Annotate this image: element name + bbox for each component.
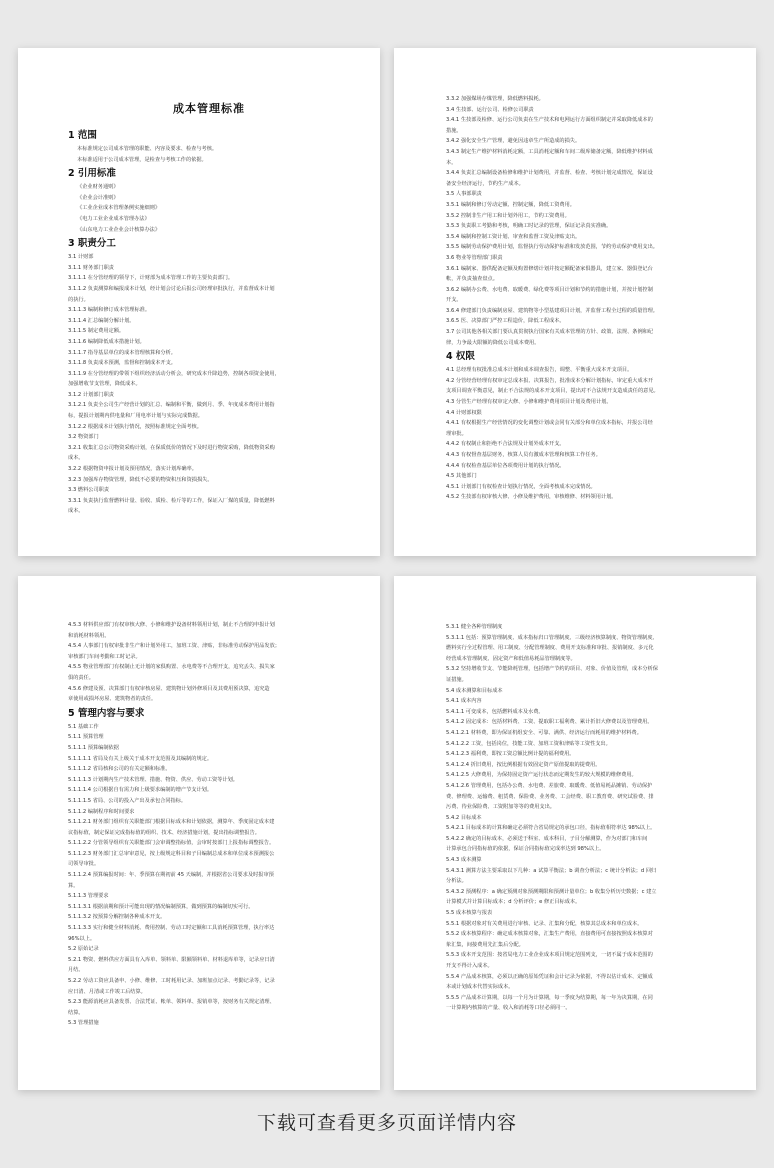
text-line: 5.1.1.3.1 根据前期和预计可能出现的情况编制预算，做到预算的编制切实可行。 (68, 903, 254, 910)
text-line: 一计算期内核算的产量、收入和消耗等口径必须同一。 (446, 1005, 571, 1012)
text-line: 3.3 燃料公司职责 (68, 487, 110, 494)
text-line: 5.2 原始记录 (68, 946, 99, 953)
text-line: 5.4.2.2 确定的目标成本，必须送于科室、成本科目，子目分解测算，作为对部门和车间 (446, 835, 648, 842)
text-line: 3.5.2 控制非生产用工和计划外用工，节约工资费用。 (446, 212, 570, 219)
text-line: 的执行。 (68, 296, 89, 303)
text-line: 3.1.1 财务部门职责 (68, 264, 114, 271)
text-line: 4.4 计财部权限 (446, 409, 482, 416)
text-line: 3.5.3 负责职工考勤和考核，明确工时记录的管理，保证记录真实准确。 (446, 223, 612, 230)
text-line: 3.3.1 负责执行监督燃料计量、验收、质检、检斤等的工作，保证入厂煤的质量，降低燃料 (68, 497, 275, 504)
text-line: 5.4.1.2.3 福利费，即按工资总额比例计提的福利费用。 (446, 751, 575, 758)
text-line: 3.4.3 制定生产维护材料消耗定额，工具消耗定额和车间二级库储备定额，降低维护材料成 (446, 148, 653, 155)
text-line: 3.1.1.7 指导基层单位的成本管理核算和分析。 (68, 349, 176, 356)
text-line: 5.4.3.2 预测程序：a 确定预测对象预测期限和预测计量单位；b 收集分析历史数据；c 建立 (446, 888, 657, 895)
text-line: 4.2 分管经营经理有权审定总成本报、决算报告，批准成本分解计划指标，审定重大成本开 (446, 377, 654, 384)
text-line: 本。 (446, 159, 457, 166)
text-line: 5.5.3 成本开支范围：按省局电力工业企业成本项目规定范围列支，一切不属于成本范围的 (446, 952, 653, 959)
text-line: 司领导审批。 (68, 861, 100, 868)
text-line: 和消耗材料领用。 (68, 632, 110, 639)
text-line: 5.5 成本核算与报表 (446, 910, 493, 917)
text-line: 5.3.2 坚持增收节支、节能降耗管理，包括增产节约的项目、对象、价值及管理，成本分析保 (446, 666, 658, 673)
text-line: 《山东电力工业企业会计核算办法》 (77, 226, 161, 233)
text-line: 5.1.1.2.1 财务部门组织有关职能部门根据目标成本和计划依据，测算年、季度固定成本建 (68, 819, 275, 826)
text-line: 5.4.1.2.1 材料费，即为保证机组安全、可靠、满供、经济运行而耗用的维护材料费。 (446, 729, 642, 736)
document-page-1 (18, 48, 380, 556)
text-line: 3.6.4 修建部门负责编制房屋、建筑物等小型基建项目计划，并监督工程全过程的质量管理。 (446, 307, 658, 314)
text-line: 5.4.2.1 目标成本的计算和确定必须符合省局规定的承包口径，指标值相符率达 98%以上。 (446, 825, 656, 832)
text-line: 4.4.3 有权督查基层财务，核算人员有激成本管理和核算工作任务。 (446, 452, 601, 458)
text-line: 3.1.2 计划部门职责 (68, 391, 114, 398)
text-line: 本标准适用于公司成本管理，是检查与考核工作的依据。 (77, 156, 207, 163)
text-line: 支项目调查平衡意见，制止不合法规的成本开支项目，提出对不合法规开支造成责任的意见。 (446, 388, 659, 395)
page-2-content (446, 94, 730, 503)
text-line: 3.4.2 强化安全生产管理，避免因违章生产所造成的损失。 (446, 138, 581, 145)
text-line: 《工业企业成本管理条例实施细则》 (77, 205, 161, 212)
text-line: 3.3.2 加强煤场存煤管理，降低燃料损耗。 (446, 96, 544, 102)
text-line: 5.1.1.3.2 按预算分解控制各种成本开支。 (68, 914, 166, 921)
text-line: 5.1.1.2.4 预算编报时间：年、季预算在期初前 45 天编制，并根据省公司要求及时报审预 (68, 872, 274, 879)
text-line: 加强增收节支管理，降低成本。 (68, 381, 141, 388)
text-line: 结算。 (68, 1009, 84, 1016)
text-line: 3.5.5 编制劳动保护费用计划，监督执行劳动保护标准和发放范围，节约劳动保护费用支出。 (446, 244, 658, 251)
text-line: 3.1.1.6 编制降低成本措施计划。 (68, 338, 145, 345)
text-line: 5.3.1.1 包括：预算管理制度、成本指标归口管理制度、三级经济核算制度、物资管理制度、 (446, 634, 658, 641)
text-line: 5.1.1.2 编制程序和时间要求 (68, 808, 135, 815)
text-line: 4.5 其他部门 (446, 473, 477, 480)
text-line: 96%以上。 (68, 935, 96, 942)
text-line: 《电力工业企业成本管理办法》 (77, 215, 150, 222)
text-line: 4.5.1 计划部门有权检查计划执行情况，全面考核成本完成情况。 (446, 483, 596, 490)
text-line: 3.5.1 编制和修订劳动定额、控制定额，降低工资费用。 (446, 201, 575, 208)
text-line: 3.2 物资部门 (68, 434, 99, 441)
text-line: 《企业财务通则》 (77, 184, 119, 191)
text-line: 算。 (68, 882, 79, 889)
text-line: 开支不得计入成本。 (446, 963, 493, 969)
text-line: 3.1.1.9 在分管经理的带领下组织经济活动分析会，研究成本升降趋势，控制各项资金使用， (68, 370, 280, 377)
text-line: 污费、待业保险费、工资附加等等的费用支出。 (446, 804, 555, 811)
text-line: 5.5.4 产品成本核算，必须以正确的原始凭证和会计记录为依据，不得以估计成本、定额成 (446, 973, 653, 980)
text-line: 本标准规定公司成本管理的职能、内容及要求、检查与考核。 (77, 146, 218, 152)
text-line: 5.4.1 成本内容 (446, 698, 482, 705)
text-line: 5.1.1.1.5 省局、公司的投入产出及承包合同指标。 (68, 797, 187, 804)
text-line: 4.4.1 有权根据生产经营情况的变化调整计划或会同有关部分和单位成本指标，并报公司经 (446, 420, 653, 427)
text-line: 4.4.2 有权制止和拒绝不合法规及计划外成本开支。 (446, 441, 565, 448)
text-line: 5.4 成本测算和目标成本 (446, 687, 503, 694)
text-line: 计算承包合同指标值的依据，保证合同指标值完成率达到 98%以上。 (446, 846, 605, 853)
text-line: 5.2.3 能源消耗应具备发票、合法凭证、帐单、领料单、报销单等，按财务有关规定清理、 (68, 999, 275, 1006)
text-line: 章使用或损坏房屋、建筑物者的责任。 (68, 696, 157, 703)
text-line: 开支。 (446, 297, 462, 304)
text-line: 5.5.1 根据对象对有关费用进行审核、记录、汇集和分配，核算其总成本和单位成本。 (446, 920, 643, 927)
section-heading: 1 范围 (68, 130, 97, 141)
text-line: 3.1.1.4 汇总编制分解计划。 (68, 317, 135, 324)
text-line: 5.4.1.2.2 工资，包括岗位，技能工资、加班工资和津贴等工资性支出。 (446, 740, 611, 747)
text-line: 5.1.1.1 预算编制依据 (68, 744, 119, 751)
text-line: 3.5 人事部职责 (446, 191, 482, 198)
text-line: 成本。 (68, 508, 84, 515)
text-line: 5.1.1.1.3 计划期内生产技术管理、措施、物资、供应、劳动工资等计划。 (68, 776, 238, 783)
text-line: 3.1.1.3 编制和修订成本管理标准。 (68, 307, 151, 314)
text-line: 5.4.3.1 测算方法主要采取以下几种：a 试算平衡法；b 调查分析法；c 统计分析法；d 回归 (446, 867, 657, 874)
text-line: 费、修理费、运输费、租赁费、保险费、业务费、工会经费、职工教育费、研究试验费、排 (446, 793, 654, 800)
text-line: 理审批。 (446, 430, 467, 437)
text-line: 律，力争最大限额的降低公司成本费用。 (446, 339, 540, 346)
text-line: 5.1.1.2.2 分管领导组织有关职能部门会审调整指标值，会审时按部门上报指标调整报告。 (68, 840, 275, 847)
text-line: 4.5.5 物业管理部门有权制止无计划的家俱购置、水电费等不合理开支，追究丢失、损失家 (68, 664, 275, 671)
page-1-content (68, 90, 350, 517)
text-line: 5.4.1.2.4 折旧费用，按比例根据有效固定资产原值提取的提费用。 (446, 761, 601, 768)
text-line: 5.1.1.2.3 财务部门汇总审审意见，按上级规定科目和子目编制总成本和单位成本预测报公 (68, 850, 275, 857)
text-line: 3.6.2 编制办公费、水电费、取暖费、绿化费等项目计划和节约的措施计划，并按计划控制 (446, 286, 653, 293)
text-line: 象汇集，间接费用先汇集后分配。 (446, 941, 524, 948)
text-line: 4.5.3 材料供应部门有权审核大修、小修和维护设备材料领用计划，制止不合理的申报计划 (68, 622, 275, 628)
text-line: 3.1 计财部 (68, 254, 94, 261)
text-line: 3.1.1.1 在分管经理的领导下，计财部为成本管理工作的主要负责部门。 (68, 275, 234, 282)
text-line: 3.7 公司其他各相关部门要认真贯彻执行国家有关成本管理的方针、政策、法规、条例和纪 (446, 329, 654, 336)
page-4-content (446, 622, 730, 1014)
text-line: 4.1 总经理有权批准总成本计划和成本调查报告，调整、平衡重大成本开支项目。 (446, 367, 633, 374)
text-line: 5.4.1.2.6 管理费用，包括办公费、水电费、差旅费、取暖费、低值易耗品摊销、劳动保护 (446, 782, 653, 789)
text-line: 4.5.2 生技部有权审核大修、小修及维护费用，审核维修、材料领用计划。 (446, 494, 617, 501)
text-line: 3.6.1 编制家、器供配备定额及购置修缮计划并按定额配备家俱器具，建立家、器俱登记台 (446, 265, 653, 272)
text-line: 议指标值，制定保证完成指标值的组织、技术、经济措施计划，提出指标调整报告。 (68, 829, 260, 836)
text-line: 3.2.3 加强库存物资管理，降低不必要的物资积压和资损损失。 (68, 476, 213, 483)
text-line: 月结。 (68, 967, 84, 974)
text-line: 5.3.1 健全各种管理制度 (446, 624, 503, 630)
text-line: 审核部门车间考勤和工时记录。 (68, 653, 141, 660)
text-line: 4.5.6 修建及预、决算部门有权审核房屋、建筑物计划外修项目及其费用预决算，追究造 (68, 685, 270, 692)
text-line: 5.4.1.2.5 大修费用，为保持固定资产运行状态而定期发生的较大规模的维修费用。 (446, 772, 637, 779)
section-heading: 3 职责分工 (68, 238, 116, 250)
document-page-4 (394, 576, 756, 1090)
text-line: 5.5.5 产品成本计算期，以每一个月为计算期，每一季度为结算期，每一年为决算期，在同 (446, 994, 653, 1001)
text-line: 4.5.4 人事部门有权审批非生产和计划外用工，加班工资、津贴，非标准劳动保护用品发放； (68, 643, 280, 650)
text-line: 本或计划成本代替实际成本。 (446, 984, 514, 991)
text-line: 3.5.4 编制和控制工资计划、审查和监督工资及津贴支出。 (446, 233, 581, 240)
text-line: 5.4.3 成本测算 (446, 857, 482, 864)
text-line: 3.1.1.2 负责测算和编报成本计划，经计划会讨论后报公司经理审批执行，并监督成本计划 (68, 285, 275, 292)
text-line: 备安全经济运行，节约生产成本。 (446, 180, 524, 187)
text-line: 3.1.1.5 制定费用定额。 (68, 328, 125, 335)
text-line: 3.6 物业等管理部门职责 (446, 254, 503, 261)
text-line: 5.1 基础工作 (68, 723, 99, 730)
text-line: 燃料实行全过程管理、用工制度、分配管理制度、费用开支标准和审批、报销制度、多元化 (446, 645, 654, 652)
text-line: 成本。 (68, 455, 84, 462)
text-line: 5.1.1.3 管理要求 (68, 893, 109, 900)
text-line: 应日清、月清或工作竣工后结算。 (68, 988, 146, 995)
document-title: 成本管理标准 (173, 102, 245, 115)
text-line: 3.2.2 根据物资申报计划及预用情况，落实计划库确率。 (68, 466, 197, 473)
text-line: 5.1.1.1.2 省局核和公司的有关定额和标准。 (68, 766, 171, 773)
section-heading: 2 引用标准 (68, 168, 116, 180)
text-line: 3.1.1.8 负责成本预测，监督和控制成本开支。 (68, 360, 176, 367)
text-line: 5.2.2 劳动工资应具备申、小修、维修、工时耗用记录、加班加点记录、考勤记录等，记录 (68, 978, 275, 984)
document-page-3 (18, 576, 380, 1090)
text-line: 措施。 (446, 127, 462, 134)
document-page-2 (394, 48, 756, 556)
text-line: 5.1.1 预算管理 (68, 734, 104, 741)
text-line: 3.1.2.2 根据成本计划执行情况，按照标准规定全面考核。 (68, 423, 202, 430)
text-line: 5.2.1 物资、燃料供应方面具有入库单、领料单、限额领料单、材料退库单等，记录应日清 (68, 956, 275, 963)
text-line: 3.2.1 收集汇总公司物资采购计划，在保质低价的情况下及时进行物资采购，降低物资采购 (68, 444, 275, 451)
download-more-banner[interactable]: 下载可查看更多页面详情内容 (256, 1112, 517, 1134)
text-line: 计算模式并计算目标成本；d 分析评价；e 修正目标成本。 (446, 899, 581, 906)
text-line: 4.3 分管生产经理有权审定大修、小修和维护费用项目计划及费用计划。 (446, 399, 612, 406)
text-line: 3.6.5 医、决算部门严控工程造价，降低工程成本。 (446, 318, 565, 325)
text-line: 5.5.2 成本核算程序：确定成本核算对象，汇集生产费用，直接费用可直接按照成本核算对 (446, 931, 653, 938)
text-line: 证措施。 (446, 676, 467, 683)
text-line: 3.4 生技部、运行公司、检修公司职责 (446, 106, 534, 113)
text-line: 4.4.4 有权检查基层单位各项费用计划的执行情况。 (446, 462, 565, 469)
text-line: 《企业会计准则》 (77, 194, 119, 201)
text-line: 帐，并负责抽查盘点。 (446, 276, 498, 283)
text-line: 俱的责任。 (68, 674, 94, 681)
text-line: 5.4.1.1 可变成本，包括燃料成本及水费。 (446, 708, 544, 715)
text-line: 5.4.1.2 固定成本：包括材料费、工资、提取职工福利费、累计折旧大修费以及管理费用。 (446, 719, 653, 726)
text-line: 5.1.1.1.1 省局及有关上级关于成本开支范围及其编制的规定。 (68, 755, 213, 762)
text-line: 3.1.2.1 负责全公司生产经营计划的汇总、编制和平衡，做到月、季、年度成本费用计划指 (68, 402, 275, 409)
text-line: 3.4.4 负责汇总编制设备检修和维护计划费用，并监督、检查、考核计划完成情况，保证设 (446, 170, 653, 177)
section-heading: 4 权限 (446, 351, 475, 363)
text-line: 5.1.1.1.4 公司根据自有需力和上级要求编制的增产节支计划。 (68, 787, 213, 794)
text-line: 3.4.1 生技部及检修、运行公司负责在生产技术和电网运行方面组织制定并采取降低成本的 (446, 117, 653, 124)
section-heading: 5 管理内容与要求 (68, 707, 145, 719)
page-3-content (68, 620, 350, 1029)
text-line: 分析法。 (446, 878, 467, 885)
text-line: 5.1.1.3.3 实行和健全材料消耗、费用控制、劳动工时定额和工具消耗预算管理，执行率达 (68, 925, 275, 932)
text-line: 5.3 管理措施 (68, 1020, 99, 1027)
text-line: 标，提报计划期内供电量和厂用电率计划与实际完成数据。 (68, 413, 203, 420)
text-line: 经营成本管理制度、固定资产和低值易耗品管理制度等。 (446, 655, 576, 662)
text-line: 5.4.2 目标成本 (446, 814, 482, 821)
